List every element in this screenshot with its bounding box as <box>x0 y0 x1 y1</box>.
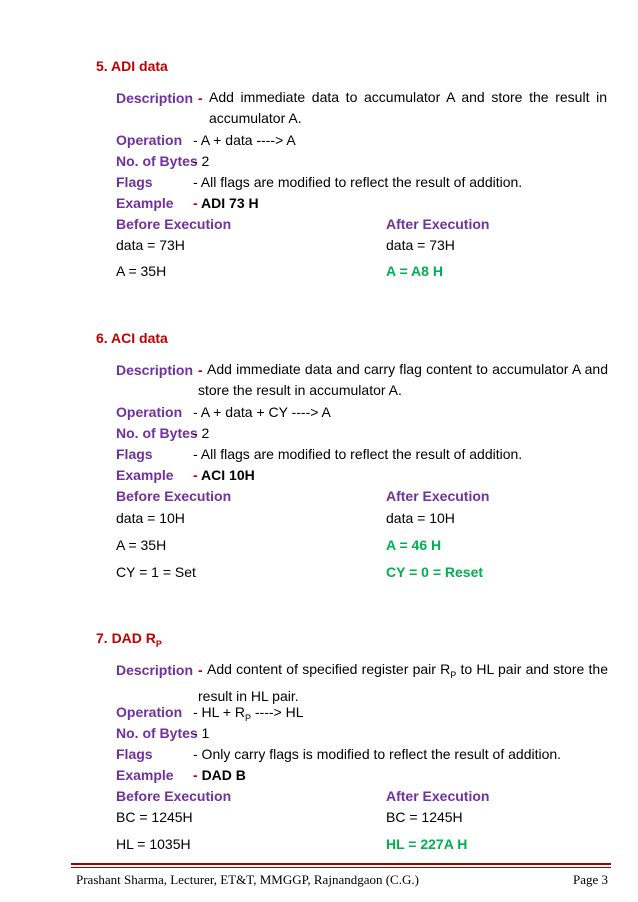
before-value: A = 35H <box>116 537 167 553</box>
flags-value: - All flags are modified to reflect the result of addition. <box>193 174 523 190</box>
operation-sub: P <box>245 712 252 723</box>
operation-value: - A + data + CY ----> A <box>193 404 331 420</box>
operation-a: - HL + R <box>193 704 245 720</box>
flags-value: - Only carry flags is modified to reflect the result of addition. <box>193 746 562 762</box>
footer-author: Prashant Sharma, Lecturer, ET&T, MMGGP, Rajnandgaon (C.G.) <box>76 872 419 887</box>
before-execution-label: Before Execution <box>116 488 232 504</box>
example-label: Example <box>116 767 174 783</box>
description-label: Description <box>116 90 194 106</box>
before-execution-label: Before Execution <box>116 216 232 232</box>
description-value: Add immediate data to accumulator A and store the result in accumulator A. <box>209 89 607 126</box>
before-value: BC = 1245H <box>116 809 193 825</box>
after-value: data = 73H <box>386 237 455 253</box>
example-dash: - <box>193 467 202 483</box>
bytes-label: No. of Bytes <box>116 725 198 741</box>
example-value <box>193 767 246 783</box>
operation-value <box>193 704 304 723</box>
section-title-aci: 6. ACI data <box>96 330 168 346</box>
section-title-adi: 5. ADI data <box>96 58 168 74</box>
example-code: ADI 73 H <box>201 195 259 211</box>
after-execution-label: After Execution <box>386 788 490 804</box>
description-dash: - <box>198 362 203 378</box>
description-text <box>198 659 608 707</box>
flags-label: Flags <box>116 174 153 190</box>
description-dash: - <box>198 662 203 678</box>
description-text <box>209 87 607 129</box>
bytes-label: No. of Bytes <box>116 425 198 441</box>
after-value-result: CY = 0 = Reset <box>386 564 484 580</box>
after-value: data = 10H <box>386 510 455 526</box>
example-label: Example <box>116 467 174 483</box>
section-title-dad <box>96 630 162 649</box>
operation-label: Operation <box>116 132 183 148</box>
example-dash: - <box>193 767 202 783</box>
description-value-a: Add content of specified register pair R <box>207 661 451 677</box>
after-value-result: HL = 227A H <box>386 836 468 852</box>
description-dash: - <box>198 90 203 106</box>
page-number: Page 3 <box>572 872 608 887</box>
bytes-value: - 1 <box>193 725 210 741</box>
example-code: ACI 10H <box>201 467 255 483</box>
description-label: Description <box>116 662 194 678</box>
footer-rule-thin <box>71 867 611 868</box>
bytes-value: - 2 <box>193 425 210 441</box>
section-title-text: 7. DAD R <box>96 630 156 646</box>
before-value: data = 73H <box>116 237 185 253</box>
section-title-sub: P <box>155 638 162 649</box>
example-value <box>193 195 259 211</box>
footer-rule <box>71 863 611 865</box>
flags-label: Flags <box>116 746 153 762</box>
bytes-value: - 2 <box>193 153 210 169</box>
description-label: Description <box>116 362 194 378</box>
before-value: A = 35H <box>116 263 167 279</box>
after-value-result: A = 46 H <box>386 537 442 553</box>
after-execution-label: After Execution <box>386 488 490 504</box>
example-value <box>193 467 255 483</box>
before-value: CY = 1 = Set <box>116 564 196 580</box>
after-value: BC = 1245H <box>386 809 463 825</box>
flags-label: Flags <box>116 446 153 462</box>
description-value-b: to HL pair and store the result in HL pair. <box>198 661 608 704</box>
example-dash: - <box>193 195 202 211</box>
before-execution-label: Before Execution <box>116 788 232 804</box>
before-value: data = 10H <box>116 510 185 526</box>
description-sub: P <box>450 669 457 680</box>
after-value-result: A = A8 H <box>386 263 443 279</box>
description-value: Add immediate data and carry flag content to accumulator A and store the result in accumulator A. <box>198 361 608 398</box>
flags-value: - All flags are modified to reflect the result of addition. <box>193 446 523 462</box>
description-text <box>198 359 608 401</box>
operation-label: Operation <box>116 704 183 720</box>
bytes-label: No. of Bytes <box>116 153 198 169</box>
before-value: HL = 1035H <box>116 836 191 852</box>
operation-value: - A + data ----> A <box>193 132 296 148</box>
operation-b: ----> HL <box>251 704 304 720</box>
operation-label: Operation <box>116 404 183 420</box>
example-code: DAD B <box>201 767 246 783</box>
example-label: Example <box>116 195 174 211</box>
after-execution-label: After Execution <box>386 216 490 232</box>
